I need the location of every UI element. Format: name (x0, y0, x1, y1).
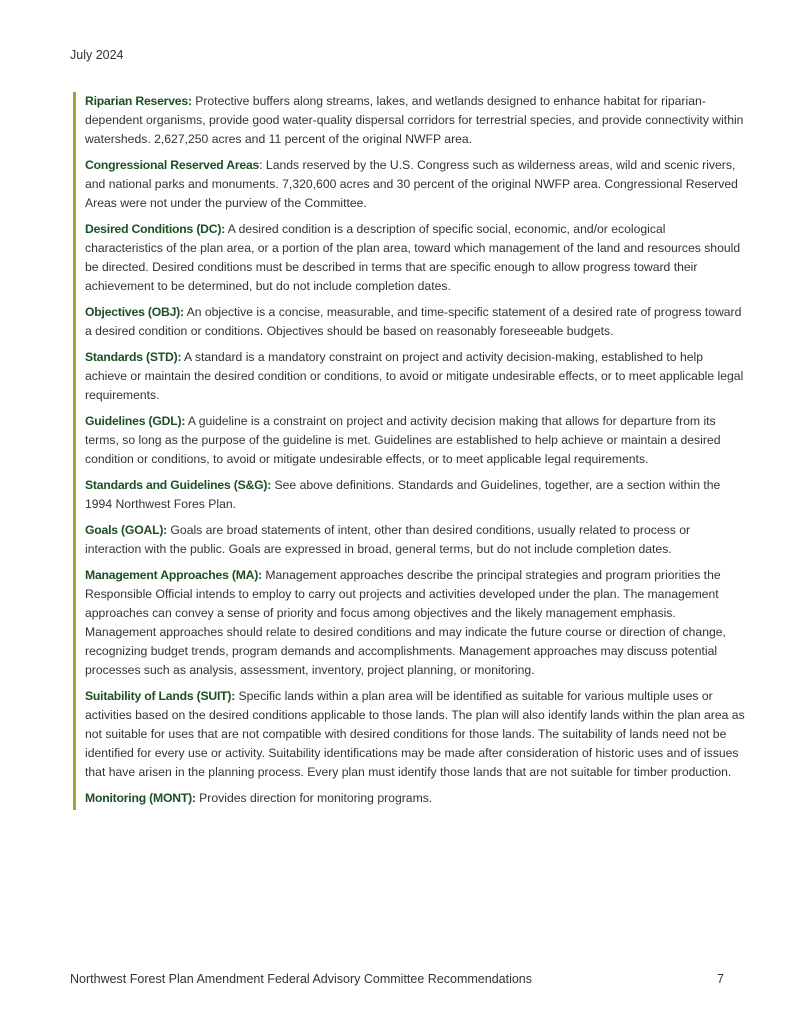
definition-suitability-of-lands (85, 687, 745, 782)
definition-term: Standards and Guidelines (S&G): (85, 478, 272, 492)
definition-text: A desired condition is a description of specific social, economic, and/or ecological characteristics of the plan area, or a portion of the plan area, toward which management of the land and resources should be directed. Desired conditions must be described in terms that are specific enough to allow progress toward their achievement to be determined, but do not include completion dates. (85, 222, 741, 293)
definition-term: Suitability of Lands (SUIT): (85, 689, 236, 703)
definition-term: Riparian Reserves: (85, 94, 192, 108)
definition-term: Monitoring (MONT): (85, 791, 196, 805)
definition-text: : Lands reserved by the U.S. Congress such as wilderness areas, wild and scenic rivers, and national parks and monuments. 7,320,600 acres and 30 percent of the original NWFP area. Congressional Reserved Areas were not under the purview of the Committee. (85, 158, 738, 210)
definition-term: Objectives (OBJ): (85, 305, 184, 319)
definition-term: Management Approaches (MA): (85, 568, 262, 582)
page-date: July 2024 (70, 48, 124, 62)
definition-text: An objective is a concise, measurable, and time-specific statement of a desired rate of progress toward a desired condition or conditions. Objectives should be based on reasonably foreseeable budgets. (85, 305, 742, 338)
definition-text: Goals are broad statements of intent, other than desired conditions, usually related to process or interaction with the public. Goals are expressed in broad, general terms, but do not include completion dates. (85, 523, 691, 556)
definition-text: See above definitions. Standards and Guidelines, together, are a section within the 1994 Northwest Fores Plan. (85, 478, 721, 511)
definition-text: A standard is a mandatory constraint on project and activity decision-making, established to help achieve or maintain the desired condition or conditions, to avoid or mitigate undesirable effects, or to meet applicable legal requirements. (85, 350, 744, 402)
definition-objectives (85, 303, 745, 341)
definition-congressional-reserved-areas (85, 156, 745, 213)
definition-management-approaches (85, 566, 745, 680)
definition-text: Protective buffers along streams, lakes, and wetlands designed to enhance habitat for riparian-dependent organisms, provide good water-quality dispersal corridors for terrestrial species, and provide connectivity within watersheds. 2,627,250 acres and 11 percent of the original NWFP area. (85, 94, 744, 146)
definition-term: Standards (STD): (85, 350, 182, 364)
definition-text: Specific lands within a plan area will be identified as suitable for various multiple uses or activities based on the desired conditions applicable to those lands. The plan will also identify lands within the plan area as not suitable for uses that are not compatible with desired conditions for those lands. The suitability of lands need not be identified for every use or activity. Suitability identifications may be made after consideration of historic uses and of issues that have arisen in the planning process. Every plan must identify those lands that are not suitable for timber production. (85, 689, 745, 779)
definition-term: Desired Conditions (DC): (85, 222, 226, 236)
definition-standards (85, 348, 745, 405)
definition-desired-conditions (85, 220, 745, 296)
definition-monitoring (85, 789, 745, 808)
definition-text: Management approaches describe the principal strategies and program priorities the Responsible Official intends to employ to carry out projects and activities developed under the plan. The management approaches can convey a sense of priority and focus among objectives and the likely management emphasis. Management approaches should relate to desired conditions and may indicate the future course or direction of change, recognizing budget trends, program demands and accomplishments. Management approaches may discuss potential processes such as analysis, assessment, inventory, project planning, or monitoring. (85, 568, 726, 677)
definition-text: A guideline is a constraint on project and activity decision making that allows for departure from its terms, so long as the purpose of the guideline is met. Guidelines are established to help achieve or maintain a desired condition or conditions, to avoid or mitigate undesirable effects, or to meet applicable legal requirements. (85, 414, 721, 466)
definition-term: Guidelines (GDL): (85, 414, 186, 428)
page-footer (70, 972, 724, 986)
definition-guidelines (85, 412, 745, 469)
definition-riparian-reserves (85, 92, 745, 149)
footer-document-title: Northwest Forest Plan Amendment Federal Advisory Committee Recommendations (70, 972, 532, 986)
definition-goals (85, 521, 745, 559)
definition-term: Congressional Reserved Areas (85, 158, 260, 172)
page-number: 7 (717, 972, 724, 986)
definitions-list (73, 92, 745, 810)
definition-text: Provides direction for monitoring programs. (195, 791, 433, 805)
definition-standards-and-guidelines (85, 476, 745, 514)
definition-term: Goals (GOAL): (85, 523, 168, 537)
